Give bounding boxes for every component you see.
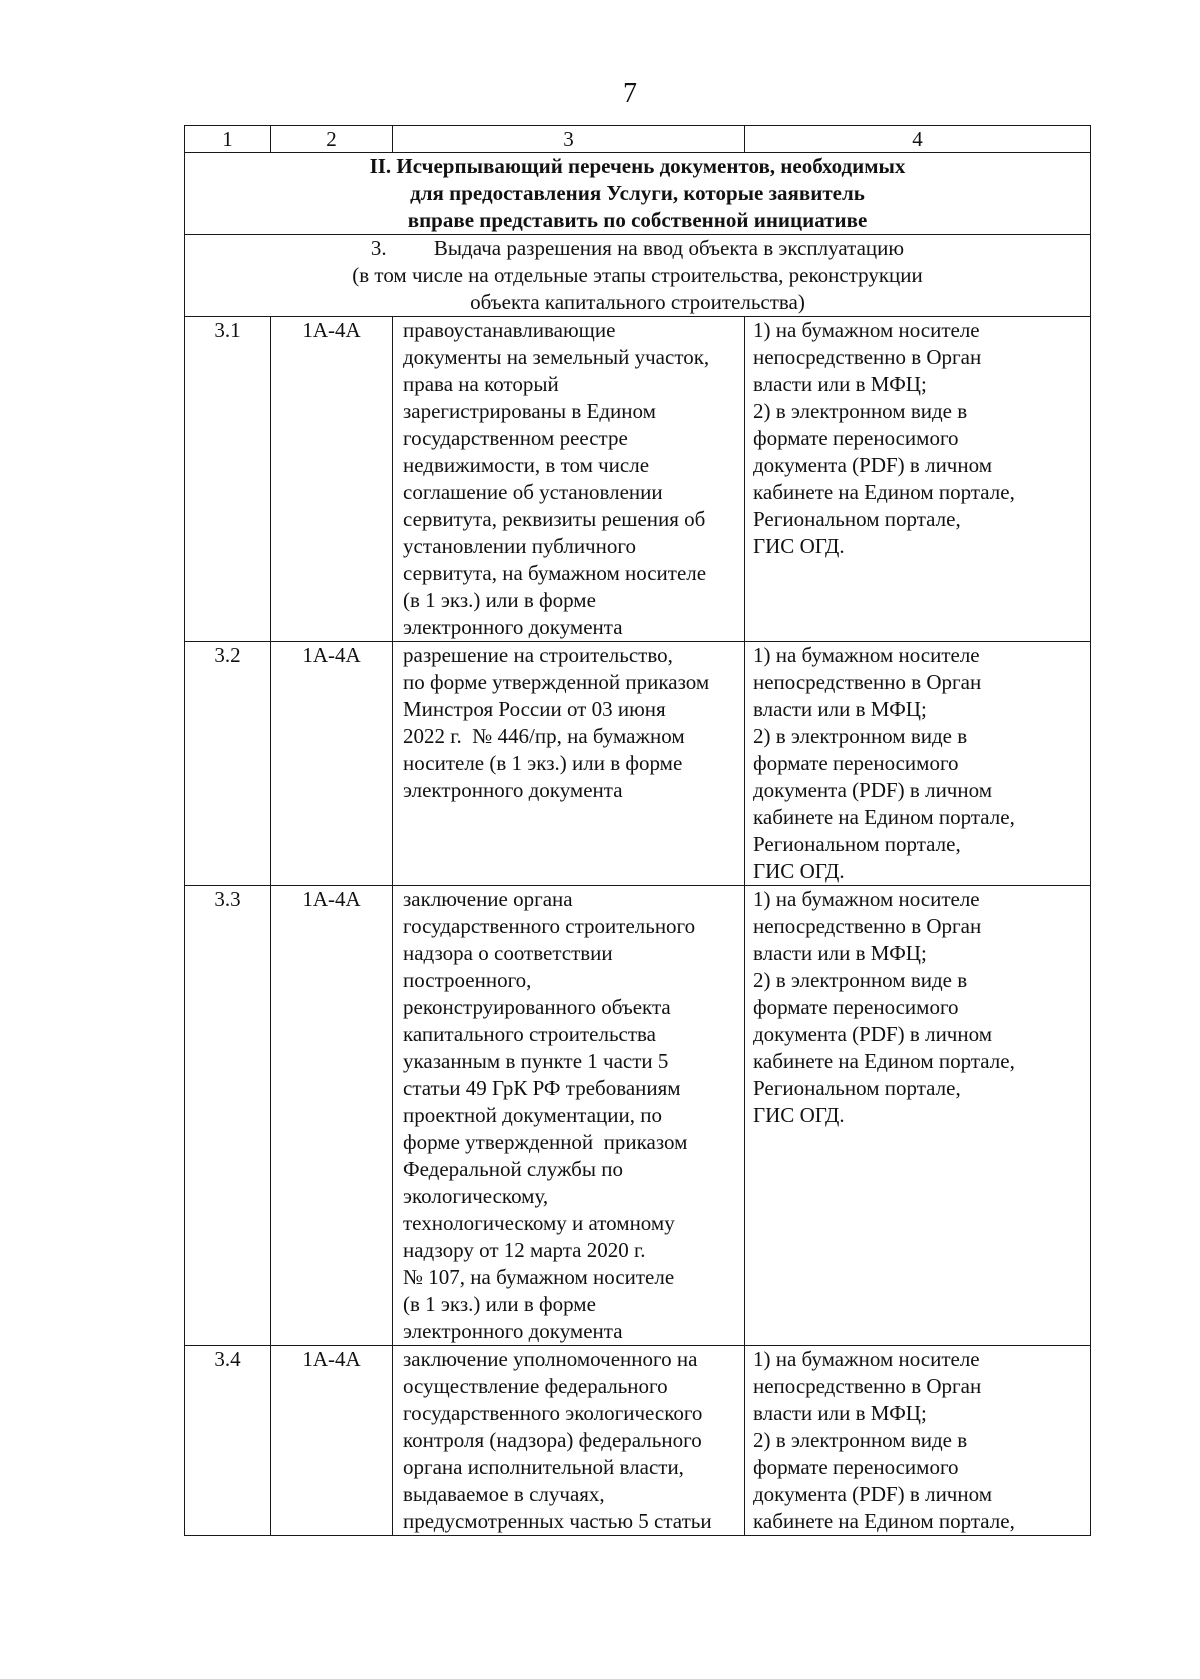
description-line: по форме утвержденной приказом	[403, 670, 710, 694]
submission-method-line: документа (PDF) в личном	[753, 778, 992, 802]
submission-methods	[745, 1346, 1091, 1536]
submission-methods	[745, 642, 1091, 886]
submission-method-line: 1) на бумажном носителе	[753, 1347, 980, 1371]
table-body	[185, 317, 1091, 1536]
applicant-code: 1А-4А	[271, 1346, 393, 1536]
submission-method-line: кабинете на Едином портале,	[753, 805, 1015, 829]
submission-method-line: непосредственно в Орган	[753, 670, 982, 694]
description-line: установлении публичного	[403, 534, 636, 558]
applicant-code: 1А-4А	[271, 642, 393, 886]
description-line: (в 1 экз.) или в форме	[403, 588, 596, 612]
description-line: контроля (надзора) федерального	[403, 1428, 702, 1452]
submission-method-line: кабинете на Едином портале,	[753, 480, 1015, 504]
submission-method-line: 2) в электронном виде в	[753, 399, 968, 423]
description-line: заключение органа	[403, 887, 573, 911]
description-line: выдаваемое в случаях,	[403, 1482, 605, 1506]
submission-method-line: формате переносимого	[753, 426, 959, 450]
submission-method-line: 1) на бумажном носителе	[753, 887, 980, 911]
page-number: 7	[623, 78, 637, 109]
description-line: Минстроя России от 03 июня	[403, 697, 666, 721]
description-line: носителе (в 1 экз.) или в форме	[403, 751, 683, 775]
description-line: форме утвержденной приказом	[403, 1130, 688, 1154]
description-line: указанным в пункте 1 части 5	[403, 1049, 669, 1073]
description-line: электронного документа	[403, 1319, 623, 1343]
section-heading-line: II. Исчерпывающий перечень документов, необходимых	[369, 154, 906, 178]
document-description	[393, 642, 745, 886]
description-line: реконструированного объекта	[403, 995, 671, 1019]
description-line: электронного документа	[403, 778, 623, 802]
description-line: 2022 г. № 446/пр, на бумажном	[403, 724, 685, 748]
submission-methods	[745, 886, 1091, 1346]
row-number: 3.4	[185, 1346, 271, 1536]
subsection-heading-row	[185, 235, 1091, 317]
submission-method-line: кабинете на Едином портале,	[753, 1509, 1015, 1533]
row-number: 3.3	[185, 886, 271, 1346]
description-line: капитального строительства	[403, 1022, 656, 1046]
submission-method-line: Региональном портале,	[753, 1076, 961, 1100]
submission-method-line: формате переносимого	[753, 1455, 959, 1479]
description-line: Федеральной службы по	[403, 1157, 623, 1181]
submission-method-line: Региональном портале,	[753, 832, 961, 856]
submission-method-line: Региональном портале,	[753, 507, 961, 531]
submission-method-line: документа (PDF) в личном	[753, 1022, 992, 1046]
description-line: права на который	[403, 372, 559, 396]
description-line: проектной документации, по	[403, 1103, 663, 1127]
description-line: государственного строительного	[403, 914, 696, 938]
section-heading	[185, 153, 1091, 235]
description-line: № 107, на бумажном носителе	[403, 1265, 675, 1289]
column-number-row	[185, 126, 1091, 153]
section-heading-row	[185, 153, 1091, 235]
document-description	[393, 1346, 745, 1536]
submission-method-line: власти или в МФЦ;	[753, 1401, 927, 1425]
applicant-code: 1А-4А	[271, 317, 393, 642]
row-number: 3.1	[185, 317, 271, 642]
documents-table	[184, 125, 1091, 1536]
description-line: экологическому,	[403, 1184, 549, 1208]
submission-method-line: непосредственно в Орган	[753, 1374, 982, 1398]
column-number: 2	[271, 126, 393, 153]
description-line: зарегистрированы в Едином	[403, 399, 656, 423]
submission-method-line: ГИС ОГД.	[753, 1103, 845, 1127]
description-line: электронного документа	[403, 615, 623, 639]
table-row	[185, 1346, 1091, 1536]
description-line: органа исполнительной власти,	[403, 1455, 684, 1479]
submission-method-line: власти или в МФЦ;	[753, 697, 927, 721]
table-row	[185, 886, 1091, 1346]
submission-method-line: власти или в МФЦ;	[753, 372, 927, 396]
table-row	[185, 317, 1091, 642]
subsection-heading	[185, 235, 1091, 317]
description-line: государственном реестре	[403, 426, 628, 450]
document-description	[393, 317, 745, 642]
applicant-code: 1А-4А	[271, 886, 393, 1346]
submission-method-line: документа (PDF) в личном	[753, 1482, 992, 1506]
description-line: сервитута, на бумажном носителе	[403, 561, 707, 585]
description-line: государственного экологического	[403, 1401, 703, 1425]
description-line: разрешение на строительство,	[403, 643, 673, 667]
description-line: заключение уполномоченного на	[403, 1347, 698, 1371]
submission-method-line: непосредственно в Орган	[753, 345, 982, 369]
submission-method-line: 1) на бумажном носителе	[753, 643, 980, 667]
description-line: осуществление федерального	[403, 1374, 668, 1398]
submission-method-line: власти или в МФЦ;	[753, 941, 927, 965]
description-line: документы на земельный участок,	[403, 345, 710, 369]
document-description	[393, 886, 745, 1346]
column-number: 3	[393, 126, 745, 153]
description-line: сервитута, реквизиты решения об	[403, 507, 706, 531]
submission-method-line: непосредственно в Орган	[753, 914, 982, 938]
submission-method-line: кабинете на Едином портале,	[753, 1049, 1015, 1073]
subsection-heading-line: объекта капитального строительства)	[470, 290, 805, 314]
section-heading-line: для предоставления Услуги, которые заявитель	[410, 181, 865, 205]
submission-method-line: 2) в электронном виде в	[753, 968, 968, 992]
description-line: предусмотренных частью 5 статьи	[403, 1509, 712, 1533]
column-number: 4	[745, 126, 1091, 153]
subsection-heading-line: (в том числе на отдельные этапы строительства, реконструкции	[352, 263, 923, 287]
submission-method-line: документа (PDF) в личном	[753, 453, 992, 477]
section-heading-line: вправе представить по собственной инициативе	[407, 208, 868, 232]
description-line: технологическому и атомному	[403, 1211, 675, 1235]
description-line: соглашение об установлении	[403, 480, 663, 504]
description-line: надзора о соответствии	[403, 941, 613, 965]
description-line: надзору от 12 марта 2020 г.	[403, 1238, 646, 1262]
description-line: правоустанавливающие	[403, 318, 616, 342]
submission-method-line: 2) в электронном виде в	[753, 724, 968, 748]
submission-method-line: формате переносимого	[753, 995, 959, 1019]
description-line: построенного,	[403, 968, 532, 992]
submission-method-line: ГИС ОГД.	[753, 859, 845, 883]
submission-method-line: 2) в электронном виде в	[753, 1428, 968, 1452]
description-line: (в 1 экз.) или в форме	[403, 1292, 596, 1316]
table-row	[185, 642, 1091, 886]
submission-methods	[745, 317, 1091, 642]
submission-method-line: ГИС ОГД.	[753, 534, 845, 558]
description-line: недвижимости, в том числе	[403, 453, 650, 477]
submission-method-line: формате переносимого	[753, 751, 959, 775]
description-line: статьи 49 ГрК РФ требованиям	[403, 1076, 681, 1100]
column-number: 1	[185, 126, 271, 153]
submission-method-line: 1) на бумажном носителе	[753, 318, 980, 342]
row-number: 3.2	[185, 642, 271, 886]
subsection-heading-line: 3. Выдача разрешения на ввод объекта в эксплуатацию	[370, 236, 905, 260]
